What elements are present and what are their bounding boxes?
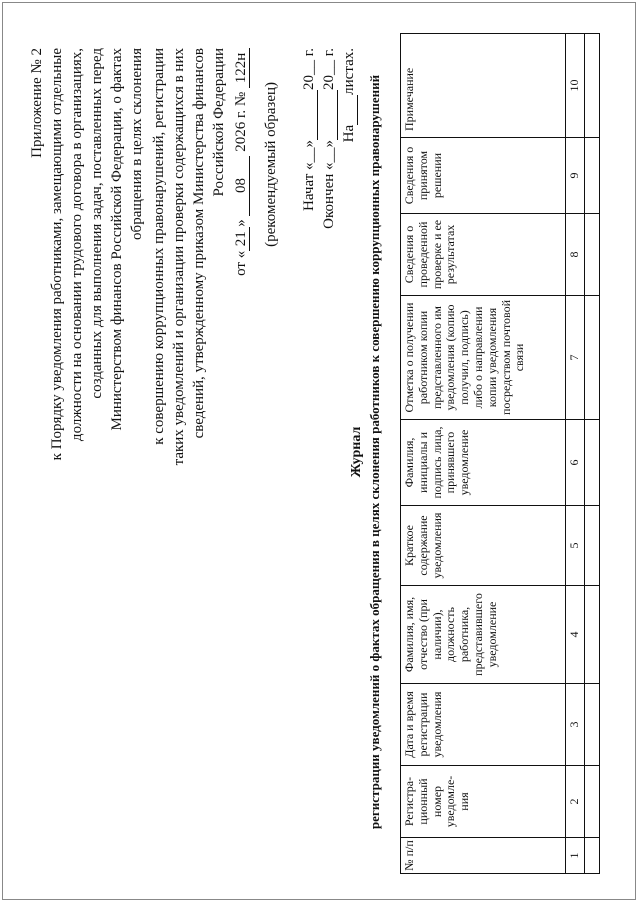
appendix-line: Министерством финансов Российской Федерации, о фактах	[109, 48, 125, 431]
appendix-line: Российской Федерации	[211, 48, 227, 197]
column-header: Фамилия, инициалы и подпись лица, принявшего уведомление	[401, 420, 566, 506]
appendix-line: созданных для выполнения задач, поставленных перед	[89, 48, 105, 399]
order-month: 08	[234, 156, 250, 216]
column-header: Краткое содержание уведомления	[401, 506, 566, 586]
sample-note: (рекомендуемый образец)	[263, 82, 279, 247]
column-number: 1	[566, 838, 585, 874]
journal-sheets: На листах.	[341, 48, 357, 143]
journal-subheading: регистрации уведомлений о фактах обращения в целях склонения работников к совершению коррупционных правонарушений	[367, 74, 382, 830]
appendix-line: к Порядку уведомления работниками, замещающими отдельные	[49, 48, 65, 461]
journal-start: Начат «__» 20__ г.	[301, 48, 317, 211]
appendix-line: сведений, утвержденному приказом Министерства финансов	[191, 48, 207, 439]
column-number: 5	[566, 506, 585, 586]
order-number: 122н	[234, 48, 250, 88]
table-number-row	[566, 34, 585, 874]
column-number: 2	[566, 766, 585, 838]
order-date-line: от «21» 08 2026 г. № 122н	[234, 48, 250, 276]
column-header: Сведения о принятом решении	[401, 138, 566, 214]
table-header-row	[401, 34, 566, 874]
column-number: 9	[566, 138, 585, 214]
appendix-line: к совершению коррупционных правонарушений, регистрации	[151, 48, 167, 445]
column-number: 3	[566, 684, 585, 766]
column-header: № п/п	[401, 838, 566, 874]
appendix-title: Приложение № 2	[29, 48, 45, 158]
column-header: Отметка о получении работником копии представленного им уведомления (копию получил, подпись) либо о направлении копии уведомления посредством почтовой связи	[401, 296, 566, 420]
column-header: Дата и время регистрации уведомления	[401, 684, 566, 766]
column-number: 7	[566, 296, 585, 420]
table-empty-row	[585, 34, 600, 874]
column-header: Сведения о проведенной проверке и ее результатах	[401, 214, 566, 296]
column-number: 10	[566, 34, 585, 138]
column-header: Примечание	[401, 34, 566, 138]
journal-table	[400, 33, 600, 874]
order-day: 21	[234, 227, 250, 251]
column-header: Фамилия, имя, отчество (при наличии), должность работника, представившего уведомление	[401, 586, 566, 684]
column-header: Регистра-ционный номер уведомле-ния	[401, 766, 566, 838]
journal-end: Окончен «__» 20__ г.	[321, 48, 337, 229]
document-page	[10, 12, 630, 892]
order-year: 2026 г. №	[233, 91, 249, 152]
column-number: 8	[566, 214, 585, 296]
appendix-line: обращения в целях склонения	[129, 48, 145, 240]
appendix-line: должности на основании трудового договора в организациях,	[69, 48, 85, 442]
journal-heading: Журнал	[349, 426, 364, 478]
column-number: 4	[566, 586, 585, 684]
appendix-line: таких уведомлений и организации проверки содержащихся в них	[171, 48, 187, 466]
column-number: 6	[566, 420, 585, 506]
